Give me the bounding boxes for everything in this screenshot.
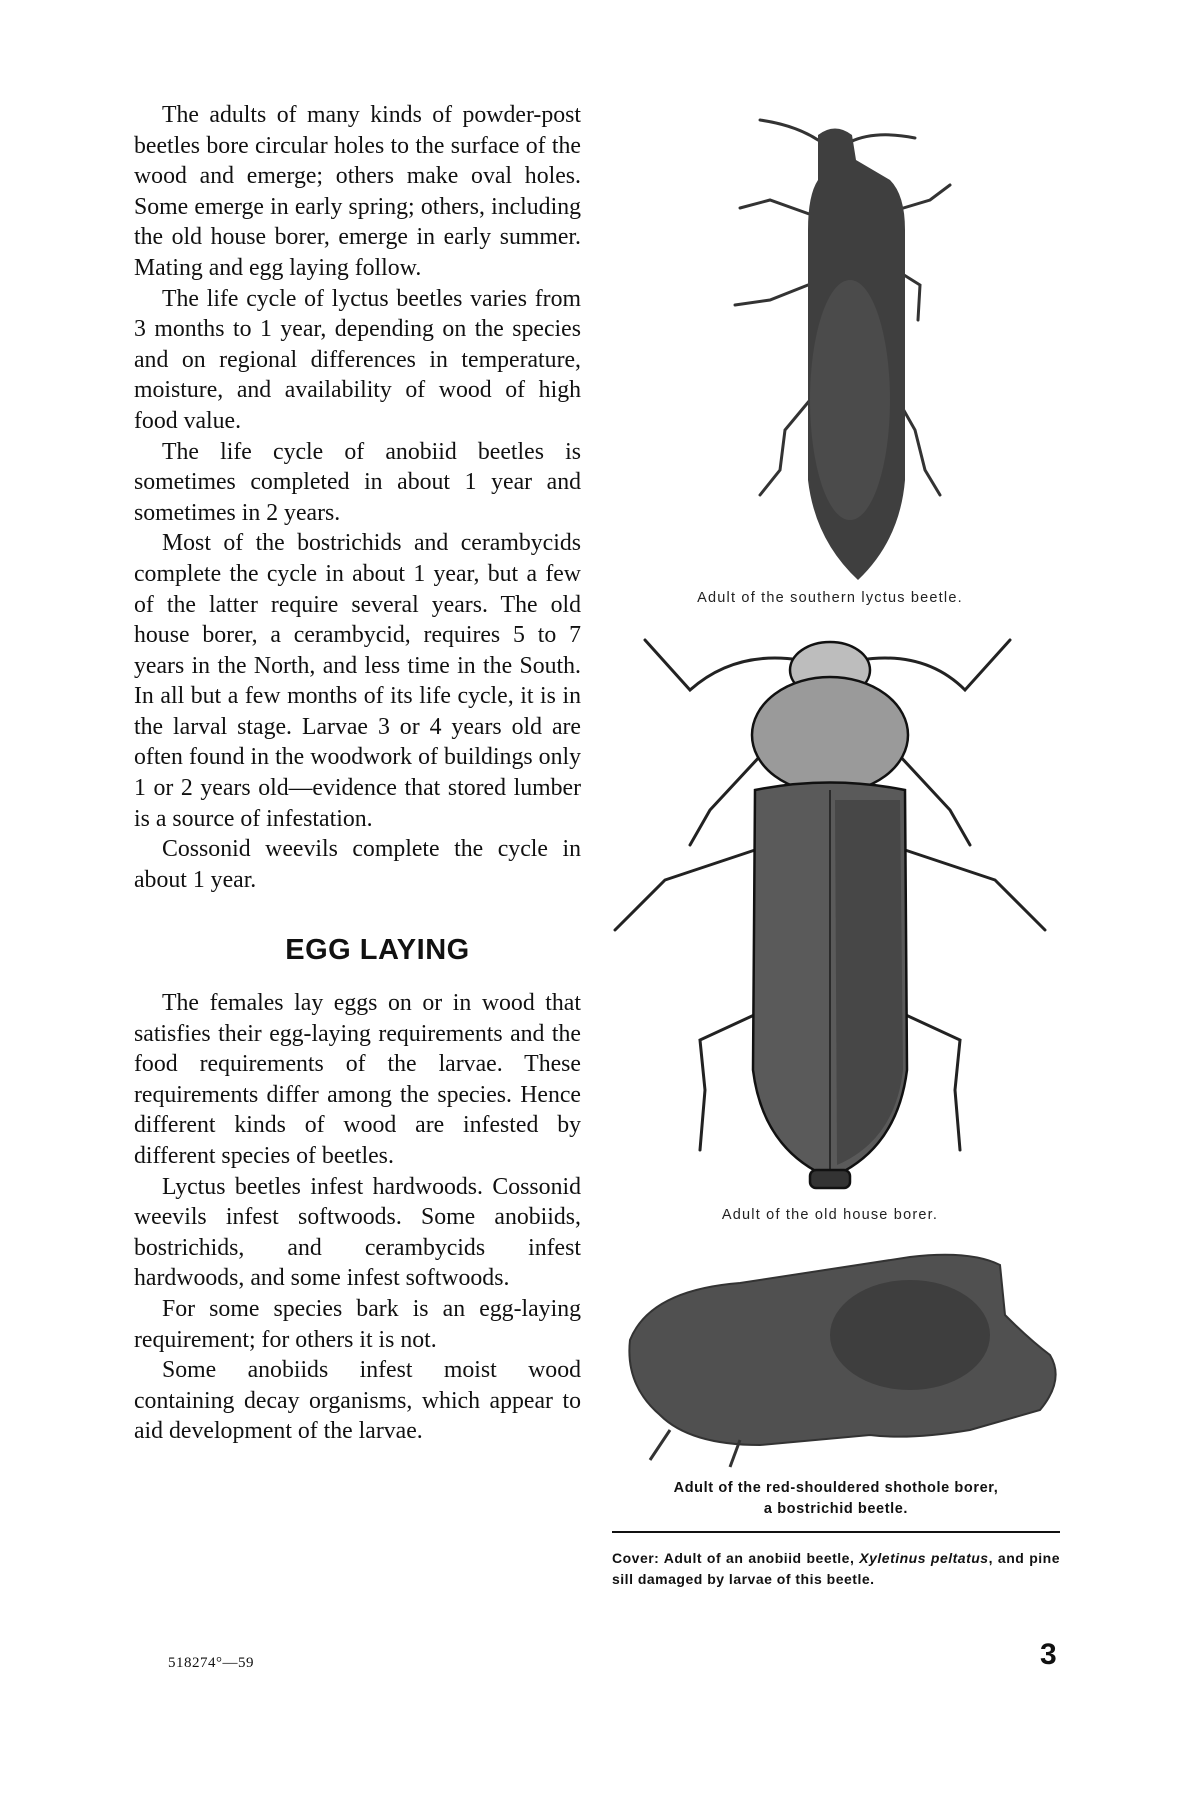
paragraph-emergence: The adults of many kinds of powder-post beetles bore circular holes to the surface of the wood and emerge; others make oval holes. Some emerge in early spring; others, including the old house borer, emerge in early summer. Mating and egg laying follow. [134,102,581,281]
cover-species: Xyletinus peltatus [859,1550,989,1566]
lyctus-beetle-figure [700,100,1000,580]
cover-text-before: Adult of an anobiid beetle, [659,1550,860,1566]
paragraph-anobiid-cycle: The life cycle of anobiid beetles is sometimes completed in about 1 year and sometimes in 2 years. [134,438,581,526]
cover-text-after: , and pine sill damaged by larvae of this beetle. [612,1550,1060,1587]
paragraph-females-lay-eggs: The females lay eggs on or in wood that satisfies their egg-laying requirements and the food requirements of the larvae. These requirements differ among the species. Hence different kinds of wood are infested by different species of beetles. [134,990,581,1169]
paragraph-bark-requirement: For some species bark is an egg-laying requirement; for others it is not. [134,1295,581,1353]
shothole-borer-caption [612,1478,1060,1520]
paragraph-moist-wood: Some anobiids infest moist wood containing decay organisms, which appear to aid development of the larvae. [134,1357,581,1445]
house-borer-figure [605,630,1055,1190]
house-borer-illustration [605,630,1055,1190]
shothole-borer-illustration [610,1245,1070,1475]
paragraph-hardwoods-softwoods: Lyctus beetles infest hardwoods. Cossonid weevils infest softwoods. Some anobiids, bostrichids, and cerambycids infest hardwoods, and some infest softwoods. [134,1173,581,1292]
paragraph-bostrichid-cycle: Most of the bostrichids and cerambycids complete the cycle in about 1 year, but a few of the latter require several years. The old house borer, a cerambycid, requires 5 to 7 years in the North, and less time in the South. In all but a few months of its life cycle, it is in the larval stage. Larvae 3 or 4 years old are often found in the woodwork of buildings only 1 or 2 years old—evidence that stored lumber is a source of infestation. [134,530,581,832]
caption-divider [612,1531,1060,1533]
paragraph-lyctus-cycle: The life cycle of lyctus beetles varies from 3 months to 1 year, depending on the species and on regional differences in temperature, moisture, and availability of wood of high food value. [134,285,581,434]
cover-label: Cover: [612,1550,660,1566]
paragraph-cossonid-cycle: Cossonid weevils complete the cycle in about 1 year. [134,836,581,893]
shothole-caption-line2: a bostrichid beetle. [763,1501,909,1517]
lyctus-caption: Adult of the southern lyctus beetle. [697,590,963,606]
lyctus-beetle-illustration [700,100,1000,580]
text-column [134,100,581,1447]
shothole-borer-figure [610,1245,1070,1475]
house-borer-caption: Adult of the old house borer. [721,1207,939,1223]
section-heading: EGG LAYING [285,934,470,967]
cover-note [612,1548,1060,1590]
print-code: 518274°—59 [168,1655,254,1671]
shothole-caption-line1: Adult of the red-shouldered shothole borer, [673,1480,999,1496]
page-number: 3 [1040,1638,1057,1671]
